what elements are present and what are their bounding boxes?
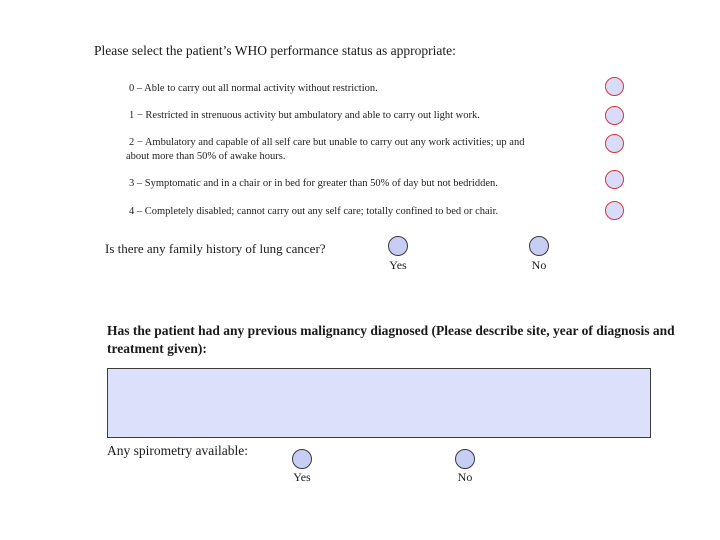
spirometry-no-label: No [457,470,473,484]
malignancy-question-line2: treatment given): [107,341,207,356]
malignancy-details-field[interactable] [107,368,651,438]
spirometry-yes-radio[interactable] [292,449,312,469]
who-option-3-radio[interactable] [605,170,624,189]
family-history-no-radio[interactable] [529,236,549,256]
who-option-1-label: 1 − Restricted in strenuous activity but ambulatory and able to carry out light work. [129,110,480,121]
who-option-2-label-line2: about more than 50% of awake hours. [126,151,286,162]
spirometry-yes-label: Yes [293,470,311,484]
family-history-yes-radio[interactable] [388,236,408,256]
spirometry-question: Any spirometry available: [107,443,248,458]
who-option-1-radio[interactable] [605,106,624,125]
who-option-0-radio[interactable] [605,77,624,96]
family-history-yes-label: Yes [389,258,407,272]
malignancy-question: Has the patient had any previous malignancy diagnosed (Please describe site, year of diagnosis and [107,323,675,338]
who-option-2-radio[interactable] [605,134,624,153]
who-option-4-radio[interactable] [605,201,624,220]
spirometry-no-radio[interactable] [455,449,475,469]
family-history-question: Is there any family history of lung cancer? [105,241,326,256]
who-option-4-label: 4 – Completely disabled; cannot carry out any self care; totally confined to bed or chair. [129,206,499,217]
who-status-question: Please select the patient’s WHO performance status as appropriate: [94,43,456,58]
who-option-3-label: 3 – Symptomatic and in a chair or in bed for greater than 50% of day but not bedridden. [129,178,498,189]
family-history-no-label: No [531,258,547,272]
who-option-0-label: 0 – Able to carry out all normal activity without restriction. [129,83,378,94]
who-option-2-label: 2 − Ambulatory and capable of all self care but unable to carry out any work activities; up and [129,137,525,148]
